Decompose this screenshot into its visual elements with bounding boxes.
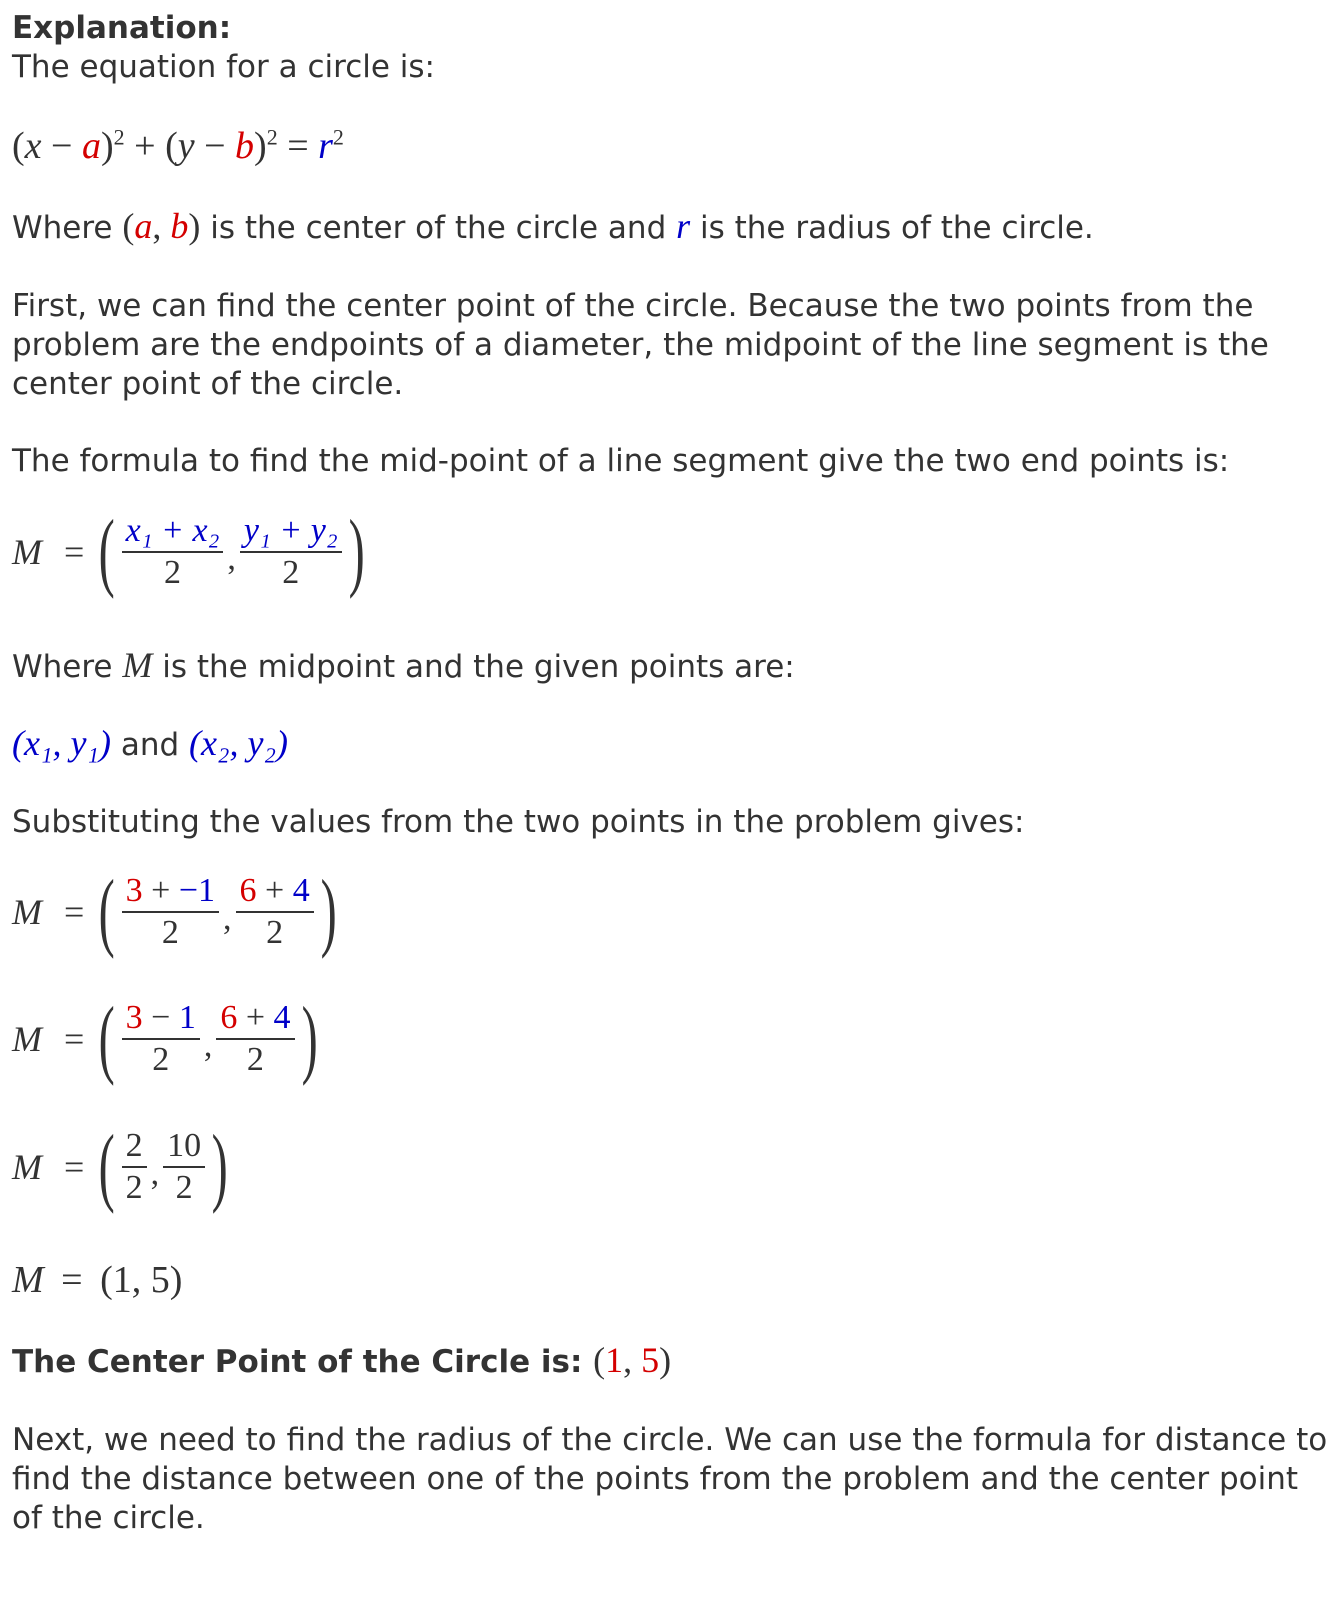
y-numerator: 10 — [163, 1126, 205, 1168]
value: 3 — [125, 999, 143, 1036]
paren: ( — [165, 125, 178, 167]
x-fraction — [122, 998, 200, 1080]
left-paren: ( — [98, 1118, 116, 1215]
var-r: r — [318, 125, 333, 167]
var-b: b — [170, 206, 189, 246]
next-paragraph-line-3: of the circle. — [12, 1500, 205, 1536]
equals-sign: = — [64, 1147, 85, 1187]
value: 1 — [178, 999, 196, 1036]
y-denominator: 2 — [246, 1041, 264, 1078]
comma: , — [223, 900, 232, 937]
operator: + — [237, 999, 274, 1036]
exponent: 2 — [332, 124, 344, 150]
center-point-statement — [12, 1340, 671, 1382]
paren: ) — [659, 1340, 672, 1380]
comma: , — [623, 1340, 642, 1380]
points-line — [12, 723, 288, 765]
x-denominator: 2 — [125, 1169, 143, 1206]
y-fraction — [236, 871, 314, 953]
paren: ( — [122, 206, 135, 246]
substitution-step-1 — [12, 863, 343, 960]
value: 4 — [292, 872, 310, 909]
right-paren: ) — [320, 863, 337, 960]
minus-sign: − — [51, 125, 73, 167]
x-denominator: 2 — [161, 914, 179, 951]
paren: ) — [100, 125, 114, 167]
comma: , — [150, 1155, 160, 1192]
midpoint-formula — [12, 503, 371, 600]
paren: ( — [12, 125, 25, 167]
x-numerator: x₁ + x₂ — [122, 511, 224, 553]
point-2: (x₂, y₂) — [189, 723, 288, 763]
y-denominator: 2 — [175, 1169, 193, 1206]
right-paren: ) — [211, 1118, 228, 1215]
x-fraction — [122, 511, 224, 593]
substitution-step-2 — [12, 990, 324, 1087]
var-M: M — [122, 645, 153, 685]
left-paren: ( — [98, 503, 116, 600]
x-numerator — [122, 998, 200, 1040]
center-x: 1 — [605, 1340, 624, 1380]
center-y: 5 — [641, 1340, 660, 1380]
var-r: r — [676, 206, 691, 246]
where-midpoint-paragraph — [12, 645, 795, 687]
comma: , — [152, 206, 171, 246]
y-fraction — [163, 1126, 205, 1208]
y-denominator: 2 — [266, 914, 284, 951]
circle-equation — [12, 124, 344, 168]
paren: ) — [188, 206, 201, 246]
text: is the center of the circle and — [200, 210, 677, 246]
next-paragraph-line-1: Next, we need to find the radius of the circle. We can use the formula for distance to — [12, 1422, 1328, 1458]
first-paragraph-line-2: problem are the endpoints of a diameter, the midpoint of the line segment is the — [12, 327, 1269, 363]
minus-sign: − — [204, 125, 226, 167]
operator: − — [142, 999, 179, 1036]
substitution-step-3 — [12, 1118, 234, 1215]
equals-sign: = — [64, 1019, 85, 1059]
var-y: y — [177, 125, 195, 167]
exponent: 2 — [266, 124, 278, 150]
text: and — [110, 727, 189, 763]
equals-sign: = — [61, 1259, 83, 1301]
var-a: a — [134, 206, 153, 246]
operator: + — [142, 872, 179, 909]
y-numerator: y₁ + y₂ — [240, 511, 342, 553]
var-M: M — [12, 1019, 42, 1059]
var-a: a — [81, 125, 101, 167]
var-b: b — [235, 125, 255, 167]
x-fraction — [122, 871, 219, 953]
x-numerator: 2 — [122, 1126, 147, 1168]
operator: + — [256, 872, 293, 909]
y-fraction — [216, 998, 294, 1080]
y-denominator: 2 — [282, 554, 300, 591]
value: 4 — [273, 999, 291, 1036]
midpoint-result — [12, 1258, 182, 1302]
midpoint-value: (1, 5) — [100, 1259, 183, 1301]
first-paragraph-line-3: center point of the circle. — [12, 366, 404, 402]
formula-paragraph: The formula to find the mid-point of a line segment give the two end points is: — [12, 443, 1230, 479]
equals-sign: = — [287, 125, 309, 167]
y-numerator — [216, 998, 294, 1040]
x-denominator: 2 — [152, 1041, 170, 1078]
paren: ( — [593, 1340, 606, 1380]
center-label: The Center Point of the Circle is: — [12, 1344, 594, 1380]
var-M: M — [12, 892, 42, 932]
next-paragraph-line-2: find the distance between one of the points from the problem and the center point — [12, 1461, 1299, 1497]
text: Where — [12, 210, 123, 246]
paren: ) — [254, 125, 267, 167]
value: 6 — [220, 999, 238, 1036]
value: −1 — [178, 872, 215, 909]
value: 3 — [125, 872, 143, 909]
text: is the radius of the circle. — [690, 210, 1094, 246]
left-paren: ( — [98, 863, 116, 960]
comma: , — [227, 540, 236, 577]
var-M: M — [12, 532, 42, 572]
y-fraction — [240, 511, 342, 593]
right-paren: ) — [301, 990, 318, 1087]
equals-sign: = — [64, 532, 85, 572]
intro-paragraph: The equation for a circle is: — [12, 49, 435, 85]
exponent: 2 — [113, 124, 125, 150]
point-1: (x₁, y₁) — [12, 723, 111, 763]
y-numerator — [236, 871, 314, 913]
var-x: x — [24, 125, 42, 167]
x-numerator — [122, 871, 219, 913]
left-paren: ( — [98, 990, 116, 1087]
value: 6 — [239, 872, 257, 909]
plus-sign: + — [134, 125, 156, 167]
explanation-heading: Explanation: — [12, 10, 232, 46]
where-center-paragraph — [12, 206, 1094, 248]
text: Where — [12, 649, 123, 685]
comma: , — [203, 1027, 213, 1064]
right-paren: ) — [348, 503, 365, 600]
var-M: M — [12, 1259, 44, 1301]
substituting-paragraph: Substituting the values from the two points in the problem gives: — [12, 804, 1025, 840]
x-fraction — [122, 1126, 147, 1208]
first-paragraph-line-1: First, we can find the center point of the circle. Because the two points from the — [12, 288, 1254, 324]
var-M: M — [12, 1147, 42, 1187]
x-denominator: 2 — [164, 554, 181, 591]
text: is the midpoint and the given points are: — [152, 649, 795, 685]
equals-sign: = — [64, 892, 85, 932]
